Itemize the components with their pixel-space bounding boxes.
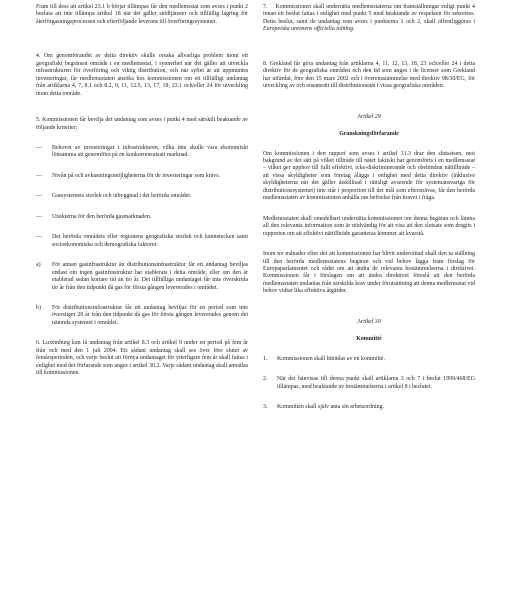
criteria-item: — Nivån på och avkastningsmöjligheterna för de investeringar som krävs. — [36, 172, 221, 179]
lettered-item-b: b) För distributionsinfrastruktur får ett undantag beviljas för en period som inte överstiger 20 år från den tidpunkt då gas för första gången levererades genom det nämnda systemet i området. — [36, 304, 248, 326]
article-29-paragraph-1: Om kommissionen i den rapport som avses i artikel 31.3 drar den slutsatsen, mot bakgrund av det sätt på vilket tillträde till nätet faktiskt har genomförts i en medlemsstat – vilket ger upphov till fullt effektivt, icke-diskriminerande och obehindrat nättillträde – att vissa skyldigheter som företag åläggs i enlighet med detta direktiv (inklusive skyldigheterna när det gäller åtskillnad i rättsligt avseende för systemansvariga för distributionssystemet) inte står i proportion till det mål som eftersträvas, får den berörda medlemsstaten av kommissionen anhålla om befrielse från kravet i fråga. — [263, 150, 475, 202]
criteria-item: — Gassystemets storlek och utbyggnad i det berörda området. — [36, 193, 192, 200]
right-column — [263, 4, 475, 425]
article-29-paragraph-2: Medlemsstaten skall omedelbart underrätta kommissionen om denna begäran och lämna all den relevanta information som är nödvändig för att visa att den slutsats som dragits i rapporten om att effektivt nättillträde garanteras kommer att kvarstå. — [263, 215, 475, 237]
article-30-title: Artikel 30 — [357, 318, 381, 325]
article-30-heading: Kommitté — [356, 336, 382, 343]
criteria-item: — Utsikterna för den berörda gasmarknaden. — [36, 213, 152, 220]
paragraph-continuation: Fram till dess att artikel 23.1 b börjar tillämpas får den medlemsstat som avses i punkt 2 besluta att inte tillämpa artikel 18 när det gäller stödtjänster och tillfällig lagring för återförgasningsprocessen och efterföljande leverans till överföringssystemet. — [36, 4, 248, 25]
paragraph-4: 4. Om genomförandet av detta direktiv skulle orsaka allvarliga problem inom ett geografiskt begränsat område i en medlemsstat, i synnerhet när det gäller att utveckla infrastrukturen för överföring och viktig distribution, och när syftet är att uppmuntra investeringar, får medlemsstaten ansöka hos kommissionen om ett tillfälligt undantag från artiklarna 4, 7, 8.1 och 8.2, 9, 11, 12.5, 13, 17, 18, 23.1 och/eller 24 för utveckling inom detta område. — [36, 53, 248, 97]
paragraph-8: 8. Grekland får göra undantag från artiklarna 4, 11, 12, 13, 18, 23 och/eller 24 i detta direktiv för de geografiska områden och den tid som anges i de licenser som Grekland har utfärdat, före den 15 mars 2002 och i överensstämmelse med direktiv 98/30/EG, för utveckling av och ensamrätt till distributionsnät i vissa geografiska områden. — [263, 60, 475, 90]
left-column — [36, 4, 248, 391]
lettered-item-a: a) För annan gasinfrastruktur än distributionsinfrastruktur får ett undantag beviljas endast om ingen gasinfrastruktur har etablerats i detta område, eller om den är etablerad sedan kortare tid än tio år. Det tillfälliga undantaget får inte överskrida tio år från den tidpunkt då gas för första gången levererades i området. — [36, 262, 248, 291]
article-29-heading: Granskningsförfarande — [339, 131, 399, 138]
article-30-item-3: 3. Kommittén skall själv anta sin arbetsordning. — [263, 404, 384, 411]
article-29-title: Artikel 29 — [357, 113, 381, 120]
article-30-item-1: 1. Kommissionen skall biträdas av en kommitté. — [263, 355, 385, 362]
paragraph-7: 7. Kommissionen skall underrätta medlemsstaterna om framställningar enligt punkt 4 innan ett beslut fattas i enlighet med punkt 5 med beaktande av respekten för sekretess. Detta beslut, samt de undantag som avses i punkterna 1 och 2, skall offentliggöras i Europeiska unionens officiella tidning. — [263, 4, 475, 33]
paragraph-5: 5. Kommissionen får bevilja det undantag som avses i punkt 4 med särskilt beaktande av följande kriterier: — [36, 117, 248, 131]
criteria-item: — Behovet av investeringar i infrastrukturen, vilka inte skulle vara ekonomiskt lönsamma att genomföra på en konkurrensutsatt marknad. — [36, 144, 248, 159]
article-30-item-2: 2. När det hänvisas till denna punkt skall artiklarna 3 och 7 i beslut 1999/468/EG tillämpas, med beaktande av bestämmelserna i artikel 8 i beslutet. — [263, 376, 475, 390]
paragraph-6: 6. Luxemburg kan få undantag från artikel 8.3 och artikel 9 under en period på fem år från och med den 1 juli 2004. Ett sådant undantag skall ses över före slutet av femårsperioden, och varje beslut att förnya undantaget för ytterligare fem år skall fattas i enlighet med det förfarande som anges i artikel 30.2. Varje sådant undantag skall anmälas till kommissionen. — [36, 340, 248, 377]
criteria-item: — Det berörda områdets eller regionens geografiska storlek och kännetecken samt socioekonomiska och demografiska faktorer. — [36, 234, 248, 248]
article-29-paragraph-3: Inom tre månader efter det att kommissionen har blivit underrättad skall den ta ställning till den berörda medlemsstatens begäran och vid behov lägga fram förslag för Europaparlamentet och rådet om att ändra de relevanta bestämmelserna i direktivet. Kommissionen får i förslagen om att ändra direktivet föreslå att den berörda medlemsstaten undantas från särskilda krav under förutsättning att denna medlemsstat vid behov vidtar lika effektiva åtgärder. — [263, 251, 476, 295]
